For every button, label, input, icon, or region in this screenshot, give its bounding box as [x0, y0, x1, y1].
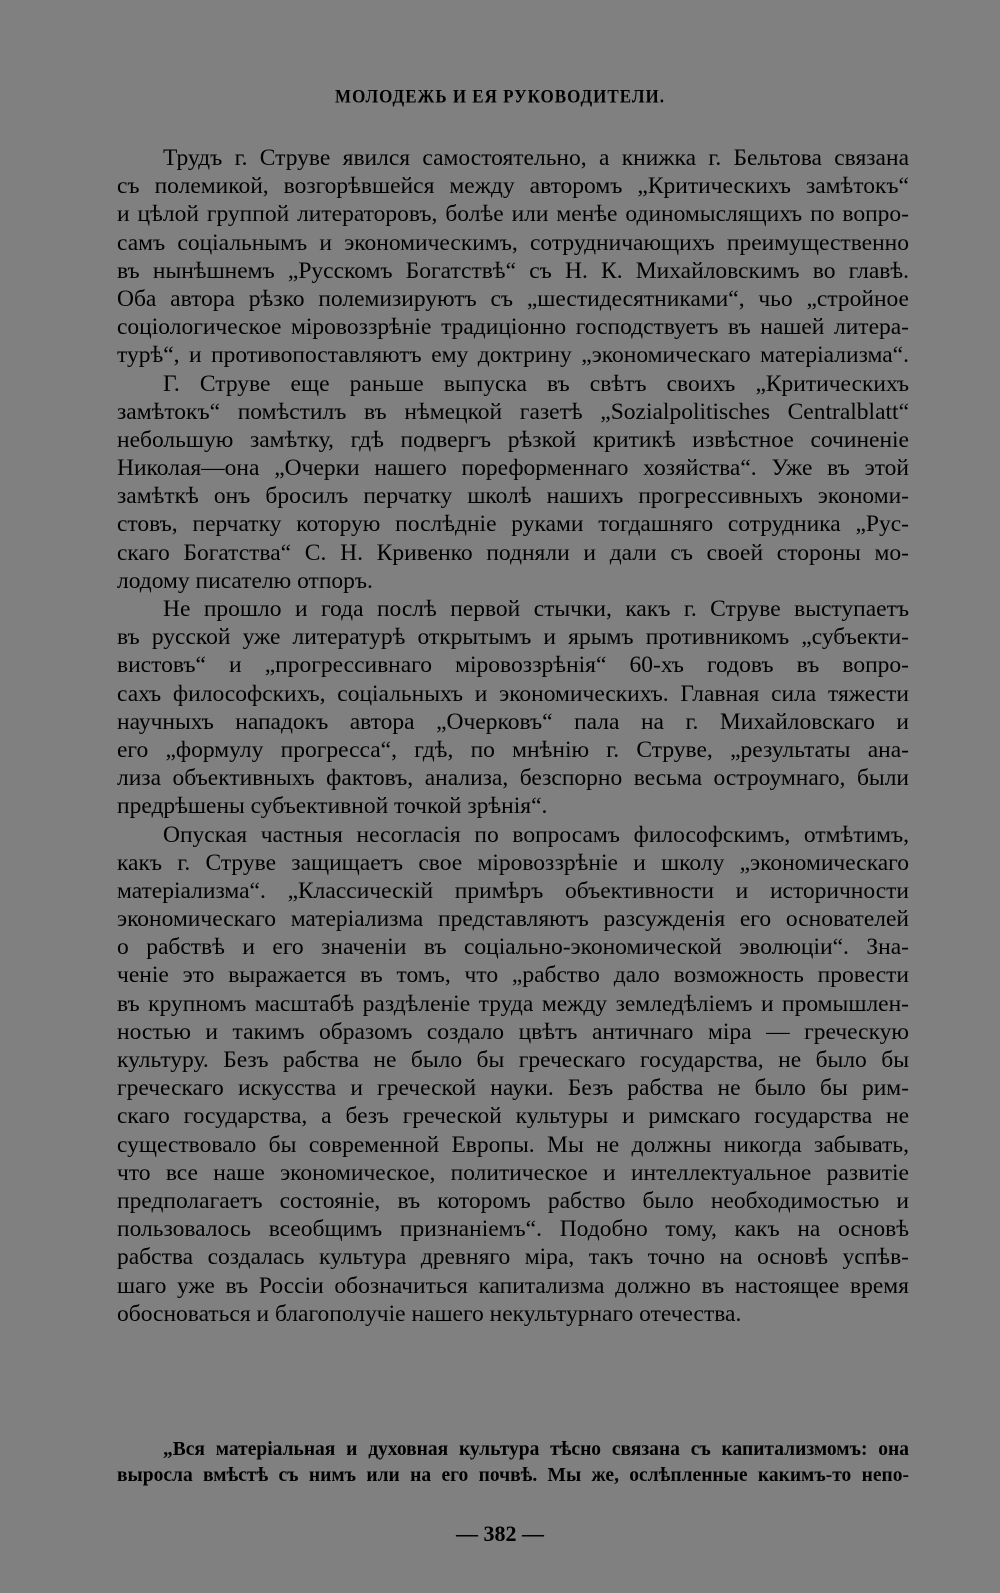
- main-text-block: [117, 144, 909, 1328]
- text-line: соціологическое міровоззрѣніе традиціонно господствуетъ въ нашей литера-: [117, 314, 909, 341]
- text-line: обосноваться и благополучіе нашего некультурнаго отечества.: [117, 1300, 742, 1327]
- text-line: рабства создалась культура древняго міра, такъ точно на основѣ успѣв-: [117, 1244, 909, 1271]
- text-line: что все наше экономическое, политическое и интеллектуальное развитіе: [117, 1159, 909, 1186]
- text-line: лодому писателю отпоръ.: [117, 567, 373, 594]
- text-line: предрѣшены субъективной точкой зрѣнія“.: [117, 793, 548, 820]
- text-line: шаго уже въ Россіи обозначиться капитализма должно въ настоящее время: [117, 1272, 909, 1299]
- text-line: турѣ“, и противопоставляютъ ему доктрину „экономическаго матеріализма“.: [117, 342, 909, 369]
- page-number: — 382 —: [456, 1521, 544, 1546]
- text-line: замѣтокъ“ помѣстилъ въ нѣмецкой газетѣ „Sozialpolitisches Centralblatt“: [117, 398, 909, 425]
- text-line: замѣткѣ онъ бросилъ перчатку школѣ нашихъ прогрессивныхъ экономи-: [117, 483, 909, 510]
- text-line: Не прошло и года послѣ первой стычки, какъ г. Струве выступаетъ: [163, 596, 909, 622]
- text-line: вистовъ“ и „прогрессивнаго міровоззрѣнія“ 60-хъ годовъ въ вопро-: [117, 652, 909, 679]
- text-line: самъ соціальнымъ и экономическимъ, сотрудничающихъ преимущественно: [117, 229, 909, 256]
- quote-line: „Вся матеріальная и духовная культура тѣсно связана съ капитализмомъ: она: [163, 1439, 909, 1460]
- text-line: матеріализма“. „Классическій примѣръ объективности и историчности: [117, 877, 909, 904]
- text-line: Оба автора рѣзко полемизируютъ съ „шестидесятниками“, чьо „стройное: [117, 285, 909, 312]
- text-line: скаго государства, а безъ греческой культуры и римскаго государства не: [117, 1103, 909, 1130]
- text-line: ностью и такимъ образомъ создало цвѣтъ античнаго міра — греческую: [117, 1018, 909, 1045]
- text-line: какъ г. Струве защищаетъ свое міровоззрѣніе и школу „экономическаго: [117, 849, 909, 876]
- text-line: его „формулу прогресса“, гдѣ, по мнѣнію г. Струве, „результаты ана-: [117, 736, 909, 763]
- text-line: предполагаетъ состояніе, въ которомъ рабство было необходимостью и: [117, 1187, 909, 1214]
- text-line: ченіе это выражается въ томъ, что „рабство дало возможность провести: [117, 962, 909, 989]
- quotation-block: [117, 1437, 909, 1489]
- text-line: съ полемикой, возгорѣвшейся между авторомъ „Критическихъ замѣтокъ“: [117, 173, 909, 200]
- text-line: пользовалось всеобщимъ признаніемъ“. Подобно тому, какъ на основѣ: [117, 1216, 909, 1243]
- text-line: о рабствѣ и его значеніи въ соціально-экономической эволюціи“. Зна-: [117, 934, 909, 961]
- text-line: стовъ, перчатку которую послѣдніе руками тогдашняго сотрудника „Рус-: [117, 511, 909, 538]
- text-line: Николая—она „Очерки нашего пореформеннаго хозяйства“. Уже въ этой: [117, 455, 909, 482]
- text-line: культуру. Безъ рабства не было бы греческаго государства, не было бы: [117, 1047, 909, 1073]
- running-head: МОЛОДЕЖЬ И ЕЯ РУКОВОДИТЕЛИ.: [335, 86, 665, 107]
- text-line: небольшую замѣтку, гдѣ подвергъ рѣзкой критикѣ извѣстное сочиненіе: [117, 426, 909, 453]
- text-line: скаго Богатства“ С. Н. Кривенко подняли и дали съ своей стороны мо-: [117, 539, 909, 566]
- text-line: Г. Струве еще раньше выпуска въ свѣтъ своихъ „Критическихъ: [163, 370, 909, 397]
- text-line: въ нынѣшнемъ „Русскомъ Богатствѣ“ съ Н. К. Михайловскимъ во главѣ.: [117, 257, 909, 284]
- text-line: сахъ философскихъ, соціальныхъ и экономическихъ. Главная сила тяжести: [117, 680, 909, 707]
- text-line: въ крупномъ масштабѣ раздѣленіе труда между земледѣліемъ и промышлен-: [117, 990, 909, 1017]
- text-line: экономическаго матеріализма представляютъ разсужденія его основателей: [117, 906, 909, 933]
- text-line: Опуская частныя несогласія по вопросамъ философскимъ, отмѣтимъ,: [163, 821, 909, 848]
- text-line: въ русской уже литературѣ открытымъ и ярымъ противникомъ „субъекти-: [117, 624, 909, 651]
- text-line: греческаго искусства и греческой науки. Безъ рабства не было бы рим-: [117, 1075, 909, 1102]
- quote-line: выросла вмѣстѣ съ нимъ или на его почвѣ. Мы же, ослѣпленные какимъ-то непо-: [117, 1465, 909, 1486]
- text-line: лиза объективныхъ фактовъ, анализа, безспорно весьма остроумнаго, были: [117, 765, 909, 792]
- text-line: существовало бы современной Европы. Мы не должны никогда забывать,: [117, 1131, 909, 1158]
- text-line: Трудъ г. Струве явился самостоятельно, а книжка г. Бельтова связана: [163, 145, 909, 171]
- text-line: научныхъ нападокъ автора „Очерковъ“ пала на г. Михайловскаго и: [117, 708, 909, 735]
- text-line: и цѣлой группой литераторовъ, болѣе или менѣе одиномыслящихъ по вопро-: [117, 201, 909, 228]
